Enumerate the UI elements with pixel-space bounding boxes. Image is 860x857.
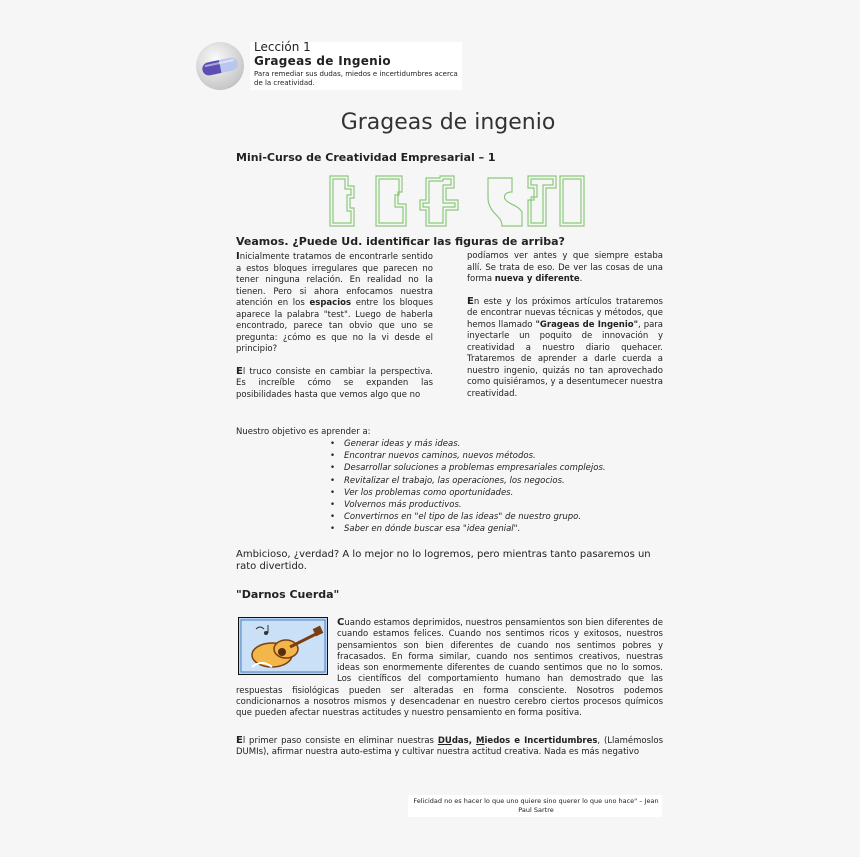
text: l primer paso consiste en eliminar nuestras (242, 736, 438, 746)
text: . (579, 274, 583, 284)
lesson-number: Lección 1 (254, 40, 311, 54)
text: nicialmente tratamos de encontrarle sentido a estos bloques irregulares que parecen no tener ninguna relación. En realidad no la tienen. Pero si ahora enfocamos nuestra atención en los (236, 252, 433, 308)
lesson-title: Grageas de Ingenio (254, 54, 391, 68)
bold-text: das (451, 736, 469, 746)
guitar-clipart-icon (238, 617, 328, 675)
drop-cap: E (467, 295, 474, 307)
list-item: • Generar ideas y más ideas. (330, 438, 606, 450)
list-item: • Convertirnos en "el tipo de las ideas" de nuestro grupo. (330, 511, 606, 523)
page-title: Grageas de ingenio (340, 110, 556, 135)
text: entre los bloques aparece la palabra "test". Luego de haberla encontrado, parece tan obvio que uno se pregunta: ¿cómo es que no la vi desde el principio? (236, 298, 434, 354)
text: , para inyectarle un poquito de innovación y creatividad a nuestro diario quehacer. Trataremos de aprender a darle cuerda a nuestro ingenio, quizás no tan aprovechado como quisiéramos, y a desentumecer nuestra creatividad. (467, 319, 663, 399)
list-item: • Desarrollar soluciones a problemas empresariales complejos. (330, 462, 606, 474)
bold-text: "Grageas de Ingenio" (535, 319, 639, 330)
bold-text: iedos e Incertidumbres (484, 736, 598, 746)
ambition-text: Ambicioso, ¿verdad? A lo mejor no lo logremos, pero mientras tanto pasaremos un rato divertido. (236, 549, 651, 572)
list-item: • Ver los problemas como oportunidades. (330, 487, 606, 499)
column-right (467, 251, 663, 410)
paragraph (236, 251, 433, 356)
text: uando estamos deprimidos, nuestros pensamientos son bien diferentes de cuando estamos felices. Cuando nos sentimos ricos y exitosos, nuestros pensamientos son bien diferentes de cuando nos sentimos pobres y fracasados. En forma similar, cuando nos sentimos creativos, nuestras ideas son enormemente diferentes de cuando sentimos que no lo somos. Los científicos del comportamiento humano han demostrado que las respuestas fisiológicas pueden ser alteradas en forma consciente. Nosotros podemos condicionarnos a nosotros mismos y desencadenar en nuestro cerebro ciertos procesos químicos que pueden afectar nuestras actitudes y nuestro pensamiento en forma positiva. (236, 618, 663, 719)
course-heading: Mini-Curso de Creatividad Empresarial – 1 (236, 151, 496, 164)
pill-logo (196, 42, 244, 90)
text: n este y los próximos artículos trataremos de encontrar nuevas técnicas y métodos, que hemos llamado (467, 296, 663, 330)
underlined-text: M (476, 736, 485, 746)
objective-intro: Nuestro objetivo es aprender a: (236, 427, 371, 437)
list-item: • Saber en dónde buscar esa "idea genial". (330, 523, 606, 535)
text: l truco consiste en cambiar la perspectiva. Es increíble cómo se expanden las posibilidades hasta que vemos algo que no (236, 366, 433, 400)
footer-quote: Felicidad no es hacer lo que uno quiere sino querer lo que uno hace" – Jean Paul Sartre (413, 797, 659, 814)
list-item: • Encontrar nuevos caminos, nuevos métodos. (330, 450, 606, 462)
bold-text: espacios (309, 298, 352, 308)
list-item: • Volvernos más productivos. (330, 499, 606, 511)
question-heading: Veamos. ¿Puede Ud. identificar las figuras de arriba? (236, 235, 565, 248)
text: , (Llamémoslos DUMIs), afirmar nuestra auto-estima y cultivar nuestra actitud creativa. Nada es más negativo (236, 736, 663, 758)
paragraph-primer-paso: El primer paso consiste en eliminar nuestras DUdas, Miedos e Incertidumbres, (Llamémoslos DUMIs), afirmar nuestra auto-estima y cultivar nuestra actitud creativa. Nada es más negativo (236, 735, 663, 758)
text: podíamos ver antes y que siempre estaba allí. Se trata de eso. De ver las cosas de una forma (467, 251, 663, 284)
underlined-text: DU (437, 736, 452, 746)
objective-list (330, 438, 606, 536)
column-left (236, 251, 433, 411)
drop-cap: C (337, 617, 345, 628)
paragraph (467, 296, 663, 401)
drop-cap: E (236, 365, 243, 377)
list-item: • Revitalizar el trabajo, las operaciones, los negocios. (330, 475, 606, 487)
drop-cap: E (236, 735, 243, 746)
paragraph (236, 366, 433, 402)
paragraph (467, 251, 663, 286)
lesson-subtitle: Para remediar sus dudas, miedos e incertidumbres acerca de la creatividad. (254, 70, 458, 87)
drop-cap: I (236, 251, 240, 262)
test-puzzle-shapes (328, 174, 588, 230)
section-heading: "Darnos Cuerda" (236, 588, 340, 601)
bold-text: nueva y diferente (494, 274, 580, 284)
